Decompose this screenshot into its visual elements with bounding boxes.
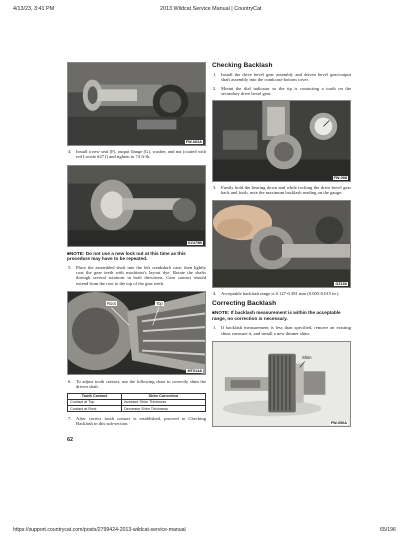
photo-gear-contact: [67, 291, 206, 375]
dial-indicator-image: [213, 101, 350, 181]
print-datetime: 4/13/23, 3:41 PM: [13, 6, 55, 12]
left-column: [67, 62, 206, 443]
step-text: Firmly hold the bearing down and while rocking the drive bevel gear back and forth, note the maximum backlash reading on the gauge.: [221, 185, 351, 196]
label-shim: Shim: [302, 354, 312, 360]
step-5-left: [67, 265, 206, 286]
step-text: After correct tooth contact is established, proceed to Checking Backlash in this sub-section.: [76, 416, 206, 427]
table-cell: Contact at Top: [68, 399, 122, 405]
photo-rocking-gear: [212, 200, 351, 288]
step-4-left: [67, 149, 206, 160]
correcting-backlash-title: Correcting Backlash: [212, 300, 277, 308]
gear-contact-image: [68, 292, 205, 374]
step-text: Install the drive bevel gear assembly and driven bevel gear/output shaft assembly into the crankcase bottom cover.: [221, 72, 351, 83]
photo-shim: [212, 341, 351, 427]
step-3-right: [212, 185, 351, 196]
step-text: Place the assembled shaft into the left crankshaft case; then lightly coat the gear teeth with machinist's layout dye. Rotate the shafts through several rotations in both directions. Gear contact should extend from the root to the top of the gear teeth.: [76, 264, 206, 286]
table-row: [68, 405, 206, 411]
step-number: 4.: [213, 290, 217, 296]
output-flange-image: [68, 63, 205, 145]
step-1b-right: [212, 325, 351, 336]
step-text: If backlash measurement is less than specified, remove an existing shim, measure it, and install a new thinner shim.: [221, 325, 351, 336]
step-2-right: [212, 86, 351, 97]
step-number: 4.: [68, 149, 72, 154]
photo-output-flange: [67, 62, 206, 146]
step-7-left: [67, 416, 206, 427]
step-number: 6.: [68, 378, 72, 384]
photo-code: GZ166: [335, 281, 347, 286]
page-url: https://support.countrycat.com/posts/2799424-2013-wildcat-service-manual: [13, 527, 186, 533]
label-root: Root: [107, 300, 116, 306]
step-4-right: [212, 291, 351, 296]
step-number: 7.: [68, 416, 72, 422]
step-number: 3.: [213, 185, 217, 191]
step-6-left: [67, 379, 206, 390]
shim-correction-table: [67, 393, 206, 413]
step-text: Install a new seal (F), output flange (G), washer, and nut (coated with red Loctite #271) and tighten to 74 ft-lb.: [76, 149, 206, 160]
step-number: 1.: [213, 325, 217, 331]
step-text: Mount the dial indicator so the tip is contacting a tooth on the secondary drive bevel gear.: [221, 85, 351, 96]
label-top: Top: [156, 300, 163, 306]
table-header: Tooth Contact: [68, 393, 122, 399]
table-header: Shim Correction: [121, 393, 205, 399]
table-cell: Contact at Root: [68, 405, 122, 411]
step-number: 1.: [213, 72, 217, 77]
note-no-correction: ■NOTE: If backlash measurement is within the acceptable range, no correction is necessary.: [212, 310, 341, 321]
step-text: Acceptable backlash range is 0.127-0.381 mm (0.005-0.015 in.).: [221, 290, 340, 296]
page-number: 62: [67, 436, 73, 443]
table-cell: Decrease Shim Thickness: [121, 405, 205, 411]
photo-code: FW-098: [333, 176, 347, 181]
table-cell: Increase Shim Thickness: [121, 399, 205, 405]
photo-code: FW-063A: [185, 140, 202, 144]
photo-code: MT014A: [187, 368, 202, 373]
photo-dial-indicator: [212, 100, 351, 182]
photo-code: FW-096A: [330, 420, 347, 425]
step-number: 2.: [213, 85, 217, 91]
photo-shaft-assembly: [67, 165, 206, 247]
step-1-right: [212, 72, 351, 83]
right-column: [212, 62, 351, 427]
step-text: To adjust tooth contact, use the following chart to correctly shim the driven shaft.: [76, 378, 206, 390]
photo-code: GZ479B: [187, 240, 202, 245]
print-page-count: 65/196: [380, 527, 396, 533]
shim-gear-image: [213, 342, 350, 426]
rocking-gear-image: [213, 201, 350, 287]
shaft-assembly-image: [68, 166, 205, 246]
page-title: 2013 Wildcat Service Manual | CountryCat: [160, 6, 262, 12]
note-lock-nut: ■NOTE: Do not use a new lock nut at this time as this procedure may have to be repeated.: [67, 250, 186, 262]
checking-backlash-title: Checking Backlash: [212, 62, 273, 69]
step-number: 5.: [68, 264, 72, 270]
